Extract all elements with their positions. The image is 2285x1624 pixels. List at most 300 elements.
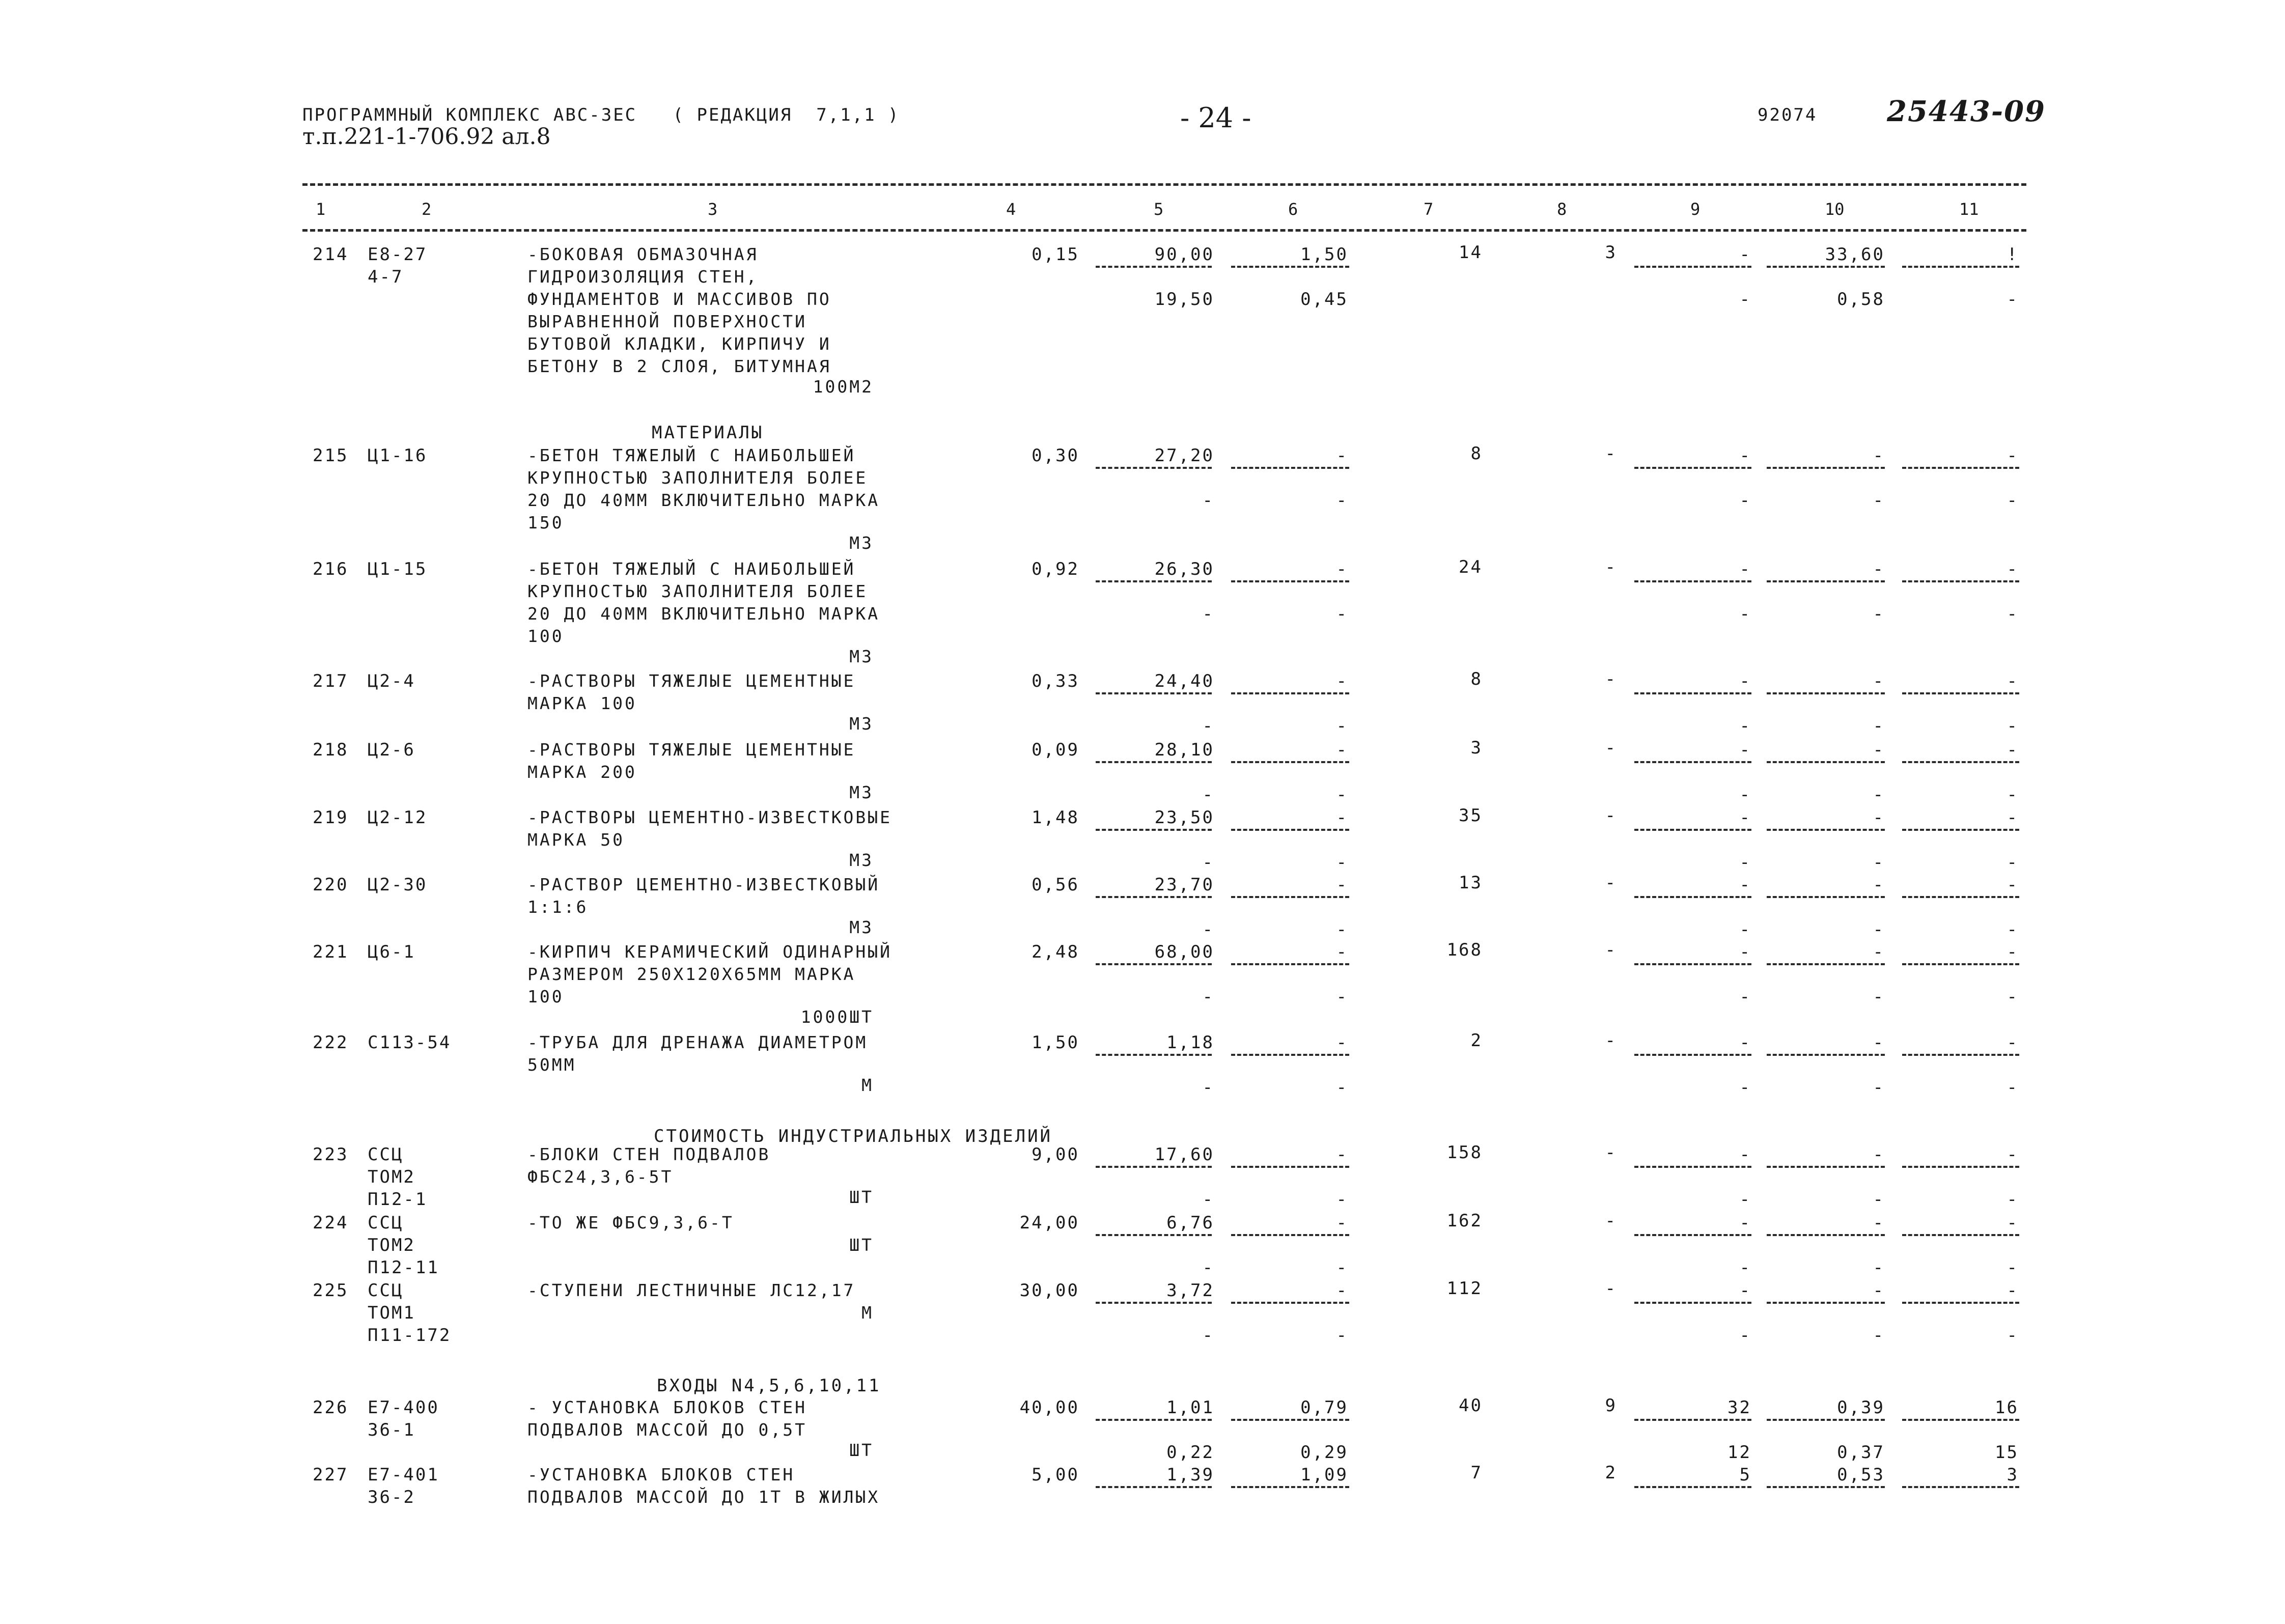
row-code: Ц2-6 bbox=[368, 740, 415, 760]
row-unit: ШТ bbox=[849, 1440, 874, 1460]
row-description: -ТРУБА ДЛЯ ДРЕНАЖА ДИАМЕТРОМ bbox=[527, 1032, 868, 1052]
row-description: КРУПНОСТЬЮ ЗАПОЛНИТЕЛЯ БОЛЕЕ bbox=[527, 581, 868, 601]
row-col11: 16 bbox=[1995, 1397, 2019, 1418]
row-separator bbox=[1231, 692, 1349, 694]
page-number: - 24 - bbox=[1180, 102, 1251, 134]
row-quantity: 0,30 bbox=[1032, 445, 1079, 466]
row-description: ГИДРОИЗОЛЯЦИЯ СТЕН, bbox=[527, 267, 759, 287]
row-col9-2: - bbox=[1739, 919, 1751, 940]
row-separator bbox=[1096, 1166, 1212, 1168]
column-header-3: 3 bbox=[708, 200, 718, 219]
row-col9: 32 bbox=[1727, 1397, 1751, 1418]
row-col10-2: - bbox=[1873, 852, 1885, 873]
row-description: 150 bbox=[527, 513, 564, 533]
row-col11: - bbox=[2007, 1213, 2019, 1233]
row-wages: - bbox=[1336, 875, 1348, 895]
row-wages: - bbox=[1336, 1032, 1348, 1053]
row-unit: М3 bbox=[849, 850, 874, 870]
row-col8: - bbox=[1605, 557, 1617, 577]
row-code: Е7-400 bbox=[368, 1397, 439, 1418]
row-separator bbox=[1902, 1234, 2019, 1236]
row-unit: ШТ bbox=[849, 1235, 874, 1255]
row-separator bbox=[1096, 896, 1212, 898]
row-code: 4-7 bbox=[368, 267, 404, 287]
row-number: 219 bbox=[313, 807, 349, 828]
row-col11: - bbox=[2007, 807, 2019, 828]
row-col11-2: - bbox=[2007, 919, 2019, 940]
row-unit: М3 bbox=[849, 533, 874, 553]
row-separator bbox=[1767, 1419, 1885, 1421]
row-col11-2: - bbox=[2007, 1325, 2019, 1346]
row-col11-2: - bbox=[2007, 987, 2019, 1007]
row-col9-2: - bbox=[1739, 716, 1751, 736]
row-col9: - bbox=[1739, 1213, 1751, 1233]
row-separator bbox=[1902, 467, 2019, 469]
row-wages: - bbox=[1336, 942, 1348, 962]
row-quantity: 1,48 bbox=[1032, 807, 1079, 828]
row-separator bbox=[1767, 266, 1885, 268]
row-col9-2: 12 bbox=[1727, 1442, 1751, 1463]
row-col8: - bbox=[1605, 1142, 1617, 1163]
row-quantity: 5,00 bbox=[1032, 1465, 1079, 1485]
row-separator bbox=[1231, 1486, 1349, 1488]
row-col9-2: - bbox=[1739, 490, 1751, 511]
row-unit-price-2: - bbox=[1202, 919, 1214, 940]
row-total: 112 bbox=[1446, 1278, 1483, 1299]
row-wages-2: - bbox=[1336, 919, 1348, 940]
row-wages: - bbox=[1336, 1213, 1348, 1233]
row-number: 217 bbox=[313, 671, 349, 691]
row-description: МАРКА 50 bbox=[527, 830, 625, 850]
program-title: ПРОГРАММНЫЙ КОМПЛЕКС АВС-3ЕС ( РЕДАКЦИЯ 7,1,1 ) bbox=[302, 105, 900, 125]
row-col11: - bbox=[2007, 1032, 2019, 1053]
row-wages-2: 0,29 bbox=[1300, 1442, 1348, 1463]
row-code: Ц2-4 bbox=[368, 671, 415, 691]
row-col9: - bbox=[1739, 807, 1751, 828]
row-col10: - bbox=[1873, 942, 1885, 962]
row-separator bbox=[1634, 1419, 1751, 1421]
row-col8: - bbox=[1605, 443, 1617, 464]
row-total: 162 bbox=[1446, 1211, 1483, 1231]
row-code: ССЦ bbox=[368, 1213, 404, 1233]
row-separator bbox=[1231, 963, 1349, 965]
row-unit: 1000ШТ bbox=[800, 1007, 874, 1027]
row-unit: М3 bbox=[849, 782, 874, 802]
row-quantity: 30,00 bbox=[1019, 1280, 1079, 1301]
row-col8: - bbox=[1605, 805, 1617, 826]
row-separator bbox=[1634, 829, 1751, 831]
row-col10: - bbox=[1873, 1144, 1885, 1165]
row-total: 3 bbox=[1470, 738, 1483, 758]
row-unit: М3 bbox=[849, 917, 874, 937]
row-col11: 3 bbox=[2007, 1465, 2019, 1485]
row-total: 35 bbox=[1459, 805, 1483, 826]
row-code: ТОМ2 bbox=[368, 1167, 415, 1187]
row-separator bbox=[1767, 829, 1885, 831]
row-separator bbox=[1231, 1234, 1349, 1236]
row-unit-price-2: - bbox=[1202, 604, 1214, 624]
row-wages: 1,50 bbox=[1300, 244, 1348, 265]
row-col11-2: - bbox=[2007, 1257, 2019, 1278]
row-col10-2: - bbox=[1873, 1077, 1885, 1098]
row-unit: ШТ bbox=[849, 1187, 874, 1207]
row-col9: - bbox=[1739, 942, 1751, 962]
row-description: МАРКА 100 bbox=[527, 693, 637, 713]
row-description: 1:1:6 bbox=[527, 897, 589, 917]
row-col10: - bbox=[1873, 1032, 1885, 1053]
row-col11-2: - bbox=[2007, 289, 2019, 310]
row-col10: - bbox=[1873, 445, 1885, 466]
row-col10-2: - bbox=[1873, 919, 1885, 940]
row-description: -РАСТВОР ЦЕМЕНТНО-ИЗВЕСТКОВЫЙ bbox=[527, 875, 880, 894]
row-col10-2: - bbox=[1873, 987, 1885, 1007]
row-separator bbox=[1634, 467, 1751, 469]
row-separator bbox=[1767, 1166, 1885, 1168]
row-description: - УСТАНОВКА БЛОКОВ СТЕН bbox=[527, 1397, 807, 1417]
row-unit-price-2: - bbox=[1202, 1189, 1214, 1210]
row-description: -КИРПИЧ КЕРАМИЧЕСКИЙ ОДИНАРНЫЙ bbox=[527, 942, 893, 962]
row-total: 168 bbox=[1446, 940, 1483, 960]
row-unit-price: 6,76 bbox=[1166, 1213, 1214, 1233]
row-total: 8 bbox=[1470, 443, 1483, 464]
row-code: ТОМ1 bbox=[368, 1303, 415, 1323]
column-header-10: 10 bbox=[1825, 200, 1845, 219]
row-separator bbox=[1231, 1302, 1349, 1304]
row-wages: - bbox=[1336, 807, 1348, 828]
row-description: ФУНДАМЕНТОВ И МАССИВОВ ПО bbox=[527, 289, 831, 309]
column-header-2: 2 bbox=[422, 200, 432, 219]
row-wages: - bbox=[1336, 559, 1348, 579]
row-separator bbox=[1767, 1234, 1885, 1236]
row-col10: - bbox=[1873, 1213, 1885, 1233]
row-col11-2: 15 bbox=[1995, 1442, 2019, 1463]
row-unit-price-2: 19,50 bbox=[1154, 289, 1214, 310]
row-col8: - bbox=[1605, 669, 1617, 689]
row-col11-2: - bbox=[2007, 604, 2019, 624]
row-col10-2: - bbox=[1873, 490, 1885, 511]
row-col11-2: - bbox=[2007, 716, 2019, 736]
row-separator bbox=[1096, 1419, 1212, 1421]
row-col9: - bbox=[1739, 1144, 1751, 1165]
column-header-5: 5 bbox=[1154, 200, 1164, 219]
row-separator bbox=[1096, 692, 1212, 694]
row-separator bbox=[1231, 1054, 1349, 1056]
row-col10: - bbox=[1873, 671, 1885, 691]
row-separator bbox=[1096, 266, 1212, 268]
row-total: 40 bbox=[1459, 1395, 1483, 1416]
row-description: 20 ДО 40ММ ВКЛЮЧИТЕЛЬНО МАРКА bbox=[527, 604, 880, 624]
row-separator bbox=[1634, 266, 1751, 268]
row-separator bbox=[1634, 896, 1751, 898]
row-separator bbox=[1634, 1234, 1751, 1236]
row-col10-2: - bbox=[1873, 1257, 1885, 1278]
column-header-11: 11 bbox=[1959, 200, 1979, 219]
row-separator bbox=[1096, 829, 1212, 831]
row-wages-2: - bbox=[1336, 716, 1348, 736]
row-wages-2: 0,45 bbox=[1300, 289, 1348, 310]
row-unit-price: 23,70 bbox=[1154, 875, 1214, 895]
row-col10-2: - bbox=[1873, 1325, 1885, 1346]
row-col11: - bbox=[2007, 942, 2019, 962]
row-col9-2: - bbox=[1739, 1077, 1751, 1098]
row-col11-2: - bbox=[2007, 1189, 2019, 1210]
row-separator bbox=[1902, 761, 2019, 763]
row-code: Е8-27 bbox=[368, 244, 428, 265]
header-rule-top bbox=[302, 183, 2026, 186]
row-description: ВЫРАВНЕННОЙ ПОВЕРХНОСТИ bbox=[527, 312, 807, 331]
row-description: -БЕТОН ТЯЖЕЛЫЙ С НАИБОЛЬШЕЙ bbox=[527, 559, 856, 579]
row-code: Ц2-30 bbox=[368, 875, 428, 895]
row-number: 214 bbox=[313, 244, 349, 265]
row-unit: М3 bbox=[849, 647, 874, 666]
row-col9-2: - bbox=[1739, 852, 1751, 873]
row-wages-2: - bbox=[1336, 785, 1348, 805]
row-col8: - bbox=[1605, 940, 1617, 960]
row-total: 14 bbox=[1459, 242, 1483, 263]
row-wages: - bbox=[1336, 445, 1348, 466]
row-col9: - bbox=[1739, 1280, 1751, 1301]
row-separator bbox=[1634, 1054, 1751, 1056]
row-col11-2: - bbox=[2007, 785, 2019, 805]
row-col8: - bbox=[1605, 738, 1617, 758]
row-separator bbox=[1767, 896, 1885, 898]
row-separator bbox=[1634, 580, 1751, 582]
row-col9: 5 bbox=[1739, 1465, 1751, 1485]
row-col10: - bbox=[1873, 875, 1885, 895]
row-separator bbox=[1902, 1486, 2019, 1488]
row-wages-2: - bbox=[1336, 987, 1348, 1007]
row-number: 224 bbox=[313, 1213, 349, 1233]
row-separator bbox=[1902, 963, 2019, 965]
row-col11-2: - bbox=[2007, 1077, 2019, 1098]
row-separator bbox=[1902, 692, 2019, 694]
row-unit-price: 1,01 bbox=[1166, 1397, 1214, 1418]
row-col11: - bbox=[2007, 740, 2019, 760]
row-wages-2: - bbox=[1336, 1325, 1348, 1346]
row-unit-price-2: - bbox=[1202, 716, 1214, 736]
row-separator bbox=[1767, 467, 1885, 469]
row-unit-price-2: - bbox=[1202, 1077, 1214, 1098]
row-description: РАЗМЕРОМ 250Х120Х65ММ МАРКА bbox=[527, 964, 856, 984]
row-description: 100 bbox=[527, 987, 564, 1006]
row-quantity: 9,00 bbox=[1032, 1144, 1079, 1165]
row-unit-price-2: - bbox=[1202, 785, 1214, 805]
row-col8: - bbox=[1605, 1030, 1617, 1051]
row-number: 226 bbox=[313, 1397, 349, 1418]
row-unit-price: 68,00 bbox=[1154, 942, 1214, 962]
row-wages-2: - bbox=[1336, 1257, 1348, 1278]
row-code: Ц6-1 bbox=[368, 942, 415, 962]
row-separator bbox=[1767, 580, 1885, 582]
row-col9: - bbox=[1739, 671, 1751, 691]
row-code: ССЦ bbox=[368, 1280, 404, 1301]
row-separator bbox=[1096, 1054, 1212, 1056]
row-col11: - bbox=[2007, 1280, 2019, 1301]
row-col8: - bbox=[1605, 1211, 1617, 1231]
row-total: 2 bbox=[1470, 1030, 1483, 1051]
row-col10-2: 0,58 bbox=[1837, 289, 1885, 310]
column-header-4: 4 bbox=[1006, 200, 1016, 219]
row-unit-price-2: - bbox=[1202, 490, 1214, 511]
row-col10-2: - bbox=[1873, 604, 1885, 624]
row-wages: 1,09 bbox=[1300, 1465, 1348, 1485]
row-code: Е7-401 bbox=[368, 1465, 439, 1485]
row-wages-2: - bbox=[1336, 1077, 1348, 1098]
row-col11: - bbox=[2007, 559, 2019, 579]
row-total: 7 bbox=[1470, 1463, 1483, 1483]
row-code: П12-1 bbox=[368, 1189, 428, 1210]
row-quantity: 0,15 bbox=[1032, 244, 1079, 265]
row-unit: М3 bbox=[849, 714, 874, 734]
row-separator bbox=[1767, 1486, 1885, 1488]
row-col10-2: 0,37 bbox=[1837, 1442, 1885, 1463]
row-unit-price: 24,40 bbox=[1154, 671, 1214, 691]
row-separator bbox=[1902, 1419, 2019, 1421]
row-col10-2: - bbox=[1873, 716, 1885, 736]
row-wages-2: - bbox=[1336, 490, 1348, 511]
row-total: 158 bbox=[1446, 1142, 1483, 1163]
row-separator bbox=[1231, 266, 1349, 268]
row-col11: - bbox=[2007, 875, 2019, 895]
column-header-1: 1 bbox=[316, 200, 326, 219]
row-separator bbox=[1902, 1166, 2019, 1168]
row-unit-price: 1,18 bbox=[1166, 1032, 1214, 1053]
row-number: 227 bbox=[313, 1465, 349, 1485]
row-separator bbox=[1231, 1419, 1349, 1421]
row-unit: М bbox=[861, 1303, 874, 1323]
row-number: 221 bbox=[313, 942, 349, 962]
row-quantity: 24,00 bbox=[1019, 1213, 1079, 1233]
row-col8: 9 bbox=[1605, 1395, 1617, 1416]
row-unit-price: 17,60 bbox=[1154, 1144, 1214, 1165]
row-unit-price-2: - bbox=[1202, 1325, 1214, 1346]
row-col9-2: - bbox=[1739, 289, 1751, 310]
row-number: 225 bbox=[313, 1280, 349, 1301]
project-reference: т.п.221-1-706.92 ал.8 bbox=[302, 124, 551, 150]
row-col9: - bbox=[1739, 445, 1751, 466]
row-separator bbox=[1634, 963, 1751, 965]
row-unit-price-2: - bbox=[1202, 1257, 1214, 1278]
row-separator bbox=[1231, 580, 1349, 582]
row-quantity: 40,00 bbox=[1019, 1397, 1079, 1418]
row-description: -БЕТОН ТЯЖЕЛЫЙ С НАИБОЛЬШЕЙ bbox=[527, 445, 856, 465]
row-description: 100 bbox=[527, 626, 564, 646]
row-col9-2: - bbox=[1739, 785, 1751, 805]
row-col9-2: - bbox=[1739, 1325, 1751, 1346]
row-code: П12-11 bbox=[368, 1257, 439, 1278]
row-description: БУТОВОЙ КЛАДКИ, КИРПИЧУ И bbox=[527, 334, 831, 354]
row-separator bbox=[1634, 692, 1751, 694]
row-code: П11-172 bbox=[368, 1325, 452, 1346]
row-unit-price-2: 0,22 bbox=[1166, 1442, 1214, 1463]
row-unit-price: 90,00 bbox=[1154, 244, 1214, 265]
row-col10-2: - bbox=[1873, 785, 1885, 805]
row-separator bbox=[1902, 266, 2019, 268]
row-quantity: 0,92 bbox=[1032, 559, 1079, 579]
header-rule-bottom bbox=[302, 229, 2026, 232]
row-unit-price: 26,30 bbox=[1154, 559, 1214, 579]
row-quantity: 2,48 bbox=[1032, 942, 1079, 962]
row-col8: - bbox=[1605, 1278, 1617, 1299]
row-code: 36-2 bbox=[368, 1487, 415, 1507]
handwritten-stamp: 25443-09 bbox=[1887, 95, 2046, 128]
row-col9-2: - bbox=[1739, 604, 1751, 624]
row-wages: - bbox=[1336, 1144, 1348, 1165]
row-separator bbox=[1096, 1234, 1212, 1236]
row-col9: - bbox=[1739, 244, 1751, 265]
row-code: Ц1-16 bbox=[368, 445, 428, 466]
row-code: Ц2-12 bbox=[368, 807, 428, 828]
row-quantity: 0,56 bbox=[1032, 875, 1079, 895]
row-separator bbox=[1902, 1054, 2019, 1056]
column-header-6: 6 bbox=[1288, 200, 1298, 219]
row-description: -РАСТВОРЫ ЦЕМЕНТНО-ИЗВЕСТКОВЫЕ bbox=[527, 807, 893, 827]
row-unit: 100М2 bbox=[813, 377, 874, 397]
row-col10: 0,53 bbox=[1837, 1465, 1885, 1485]
row-code: Ц1-15 bbox=[368, 559, 428, 579]
row-separator bbox=[1231, 467, 1349, 469]
row-col9-2: - bbox=[1739, 987, 1751, 1007]
row-number: 220 bbox=[313, 875, 349, 895]
row-col10: - bbox=[1873, 1280, 1885, 1301]
row-separator bbox=[1231, 896, 1349, 898]
row-separator bbox=[1767, 963, 1885, 965]
row-col8: 3 bbox=[1605, 242, 1617, 263]
row-unit-price-2: - bbox=[1202, 852, 1214, 873]
row-separator bbox=[1096, 467, 1212, 469]
row-separator bbox=[1767, 761, 1885, 763]
row-col11: - bbox=[2007, 671, 2019, 691]
row-wages-2: - bbox=[1336, 852, 1348, 873]
row-code: 36-1 bbox=[368, 1420, 415, 1440]
row-unit-price: 1,39 bbox=[1166, 1465, 1214, 1485]
row-separator bbox=[1902, 580, 2019, 582]
row-col9: - bbox=[1739, 1032, 1751, 1053]
row-separator bbox=[1096, 1302, 1212, 1304]
row-unit-price: 27,20 bbox=[1154, 445, 1214, 466]
row-separator bbox=[1902, 896, 2019, 898]
row-description: КРУПНОСТЬЮ ЗАПОЛНИТЕЛЯ БОЛЕЕ bbox=[527, 468, 868, 488]
row-number: 216 bbox=[313, 559, 349, 579]
row-col10: 0,39 bbox=[1837, 1397, 1885, 1418]
row-quantity: 0,33 bbox=[1032, 671, 1079, 691]
row-description: 20 ДО 40ММ ВКЛЮЧИТЕЛЬНО МАРКА bbox=[527, 490, 880, 510]
row-col9-2: - bbox=[1739, 1189, 1751, 1210]
row-wages-2: - bbox=[1336, 1189, 1348, 1210]
row-code: С113-54 bbox=[368, 1032, 452, 1053]
row-description: ФБС24,3,6-5Т bbox=[527, 1167, 674, 1187]
row-col9: - bbox=[1739, 559, 1751, 579]
document-code: 92074 bbox=[1758, 105, 1818, 125]
row-total: 8 bbox=[1470, 669, 1483, 689]
row-col10-2: - bbox=[1873, 1189, 1885, 1210]
row-quantity: 1,50 bbox=[1032, 1032, 1079, 1053]
row-description: ПОДВАЛОВ МАССОЙ ДО 1Т В ЖИЛЫХ bbox=[527, 1487, 880, 1507]
column-header-8: 8 bbox=[1557, 200, 1567, 219]
row-separator bbox=[1902, 829, 2019, 831]
row-separator bbox=[1767, 692, 1885, 694]
row-separator bbox=[1767, 1302, 1885, 1304]
row-separator bbox=[1096, 963, 1212, 965]
row-wages: - bbox=[1336, 671, 1348, 691]
row-col10: - bbox=[1873, 559, 1885, 579]
row-col9-2: - bbox=[1739, 1257, 1751, 1278]
row-description: -ТО ЖЕ ФБС9,3,6-Т bbox=[527, 1213, 734, 1233]
section-title-industrial: СТОИМОСТЬ ИНДУСТРИАЛЬНЫХ ИЗДЕЛИЙ bbox=[654, 1126, 1053, 1146]
row-wages: - bbox=[1336, 740, 1348, 760]
column-header-9: 9 bbox=[1690, 200, 1701, 219]
section-title-materials: МАТЕРИАЛЫ bbox=[652, 423, 764, 443]
